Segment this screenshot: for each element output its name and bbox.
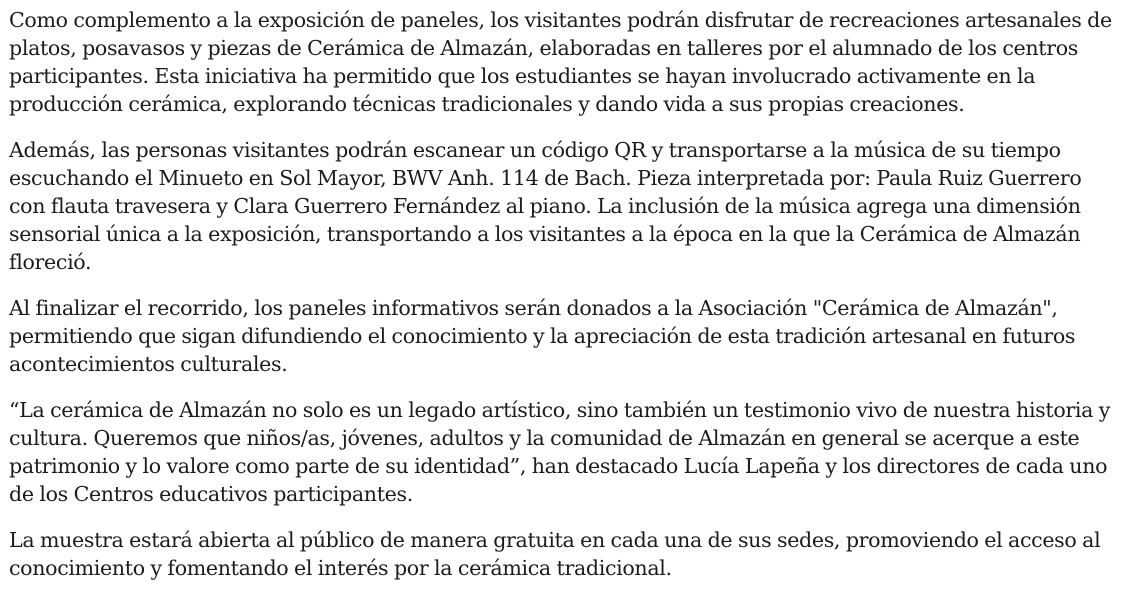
paragraph-ceramic-recreations: Como complemento a la exposición de paneles, los visitantes podrán disfrutar de recreaciones artesanales de platos, posavasos y piezas de Cerámica de Almazán, elaboradas en talleres por el alumnado de los centros participantes. Esta iniciativa ha permitido que los estudiantes se hayan involucrado activamente en la producción cerámica, explorando técnicas tradicionales y dando vida a sus propias creaciones.: [9, 8, 1112, 116]
paragraph-quote: “La cerámica de Almazán no solo es un legado artístico, sino también un testimonio vivo de nuestra historia y cultura. Queremos que niños/as, jóvenes, adultos y la comunidad de Almazán en general se acerque a este patrimonio y lo valore como parte de su identidad”, han destacado Lucía Lapeña y los directores de cada uno de los Centros educativos participantes.: [9, 398, 1111, 506]
paragraph-panels-donation: Al finalizar el recorrido, los paneles informativos serán donados a la Asociación "Cerámica de Almazán", permitiendo que sigan difundiendo el conocimiento y la apreciación de esta tradición artesanal en futuros acontecimientos culturales.: [9, 296, 1076, 376]
paragraph-exhibition-open: La muestra estará abierta al público de manera gratuita en cada una de sus sedes, promoviendo el acceso al conocimiento y fomentando el interés por la cerámica tradicional.: [9, 528, 1101, 580]
paragraph-music-qr-code: Además, las personas visitantes podrán escanear un código QR y transportarse a la música de su tiempo escuchando el Minueto en Sol Mayor, BWV Anh. 114 de Bach. Pieza interpretada por: Paula Ruiz Guerrero con flauta travesera y Clara Guerrero Fernández al piano. La inclusión de la música agrega una dimensión sensorial única a la exposición, transportando a los visitantes a la época en la que la Cerámica de Almazán floreció.: [9, 138, 1082, 274]
